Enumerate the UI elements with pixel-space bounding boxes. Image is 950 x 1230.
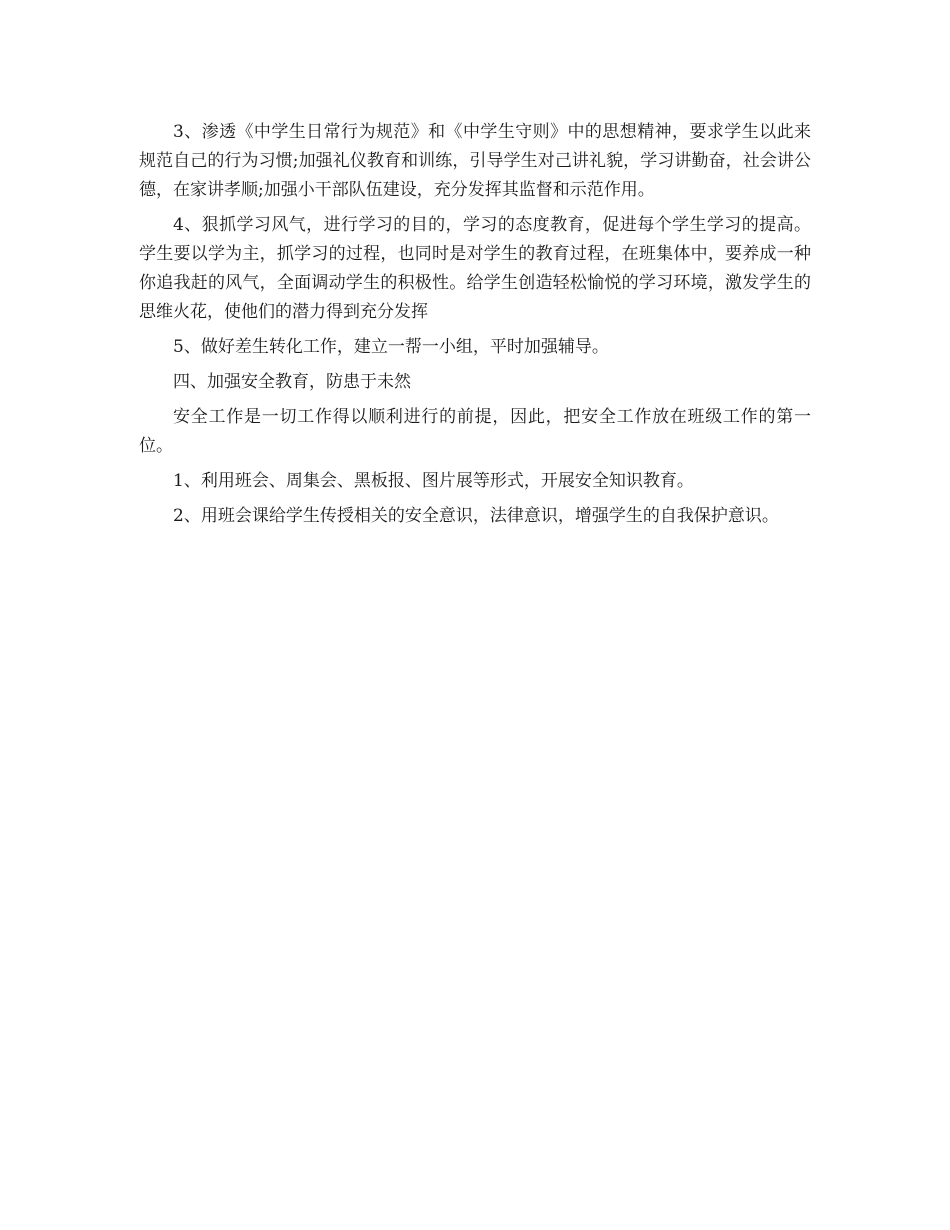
paragraph-item-4: 4、狠抓学习风气，进行学习的目的，学习的态度教育，促进每个学生学习的提高。学生要以学为主，抓学习的过程，也同时是对学生的教育过程，在班集体中，要养成一种你追我赶的风气，全面调动学生的积极性。给学生创造轻松愉悦的学习环境，激发学生的思维火花，使他们的潜力得到充分发挥 (139, 215, 811, 322)
paragraph-item-5: 5、做好差生转化工作，建立一帮一小组，平时加强辅导。 (173, 337, 609, 357)
paragraph-item-3: 3、渗透《中学生日常行为规范》和《中学生守则》中的思想精神，要求学生以此来规范自己的行为习惯;加强礼仪教育和训练，引导学生对己讲礼貌，学习讲勤奋，社会讲公德，在家讲孝顺;加强小干部队伍建设，充分发挥其监督和示范作用。 (139, 122, 811, 200)
paragraph-safety-1: 1、利用班会、周集会、黑板报、图片展等形式，开展安全知识教育。 (173, 471, 694, 491)
paragraph-safety-intro: 安全工作是一切工作得以顺利进行的前提，因此，把安全工作放在班级工作的第一位。 (139, 407, 811, 456)
section-heading-safety: 四、加强安全教育，防患于未然 (173, 372, 411, 392)
document-body (139, 118, 811, 537)
paragraph-safety-2: 2、用班会课给学生传授相关的安全意识，法律意识，增强学生的自我保护意识。 (173, 506, 779, 526)
